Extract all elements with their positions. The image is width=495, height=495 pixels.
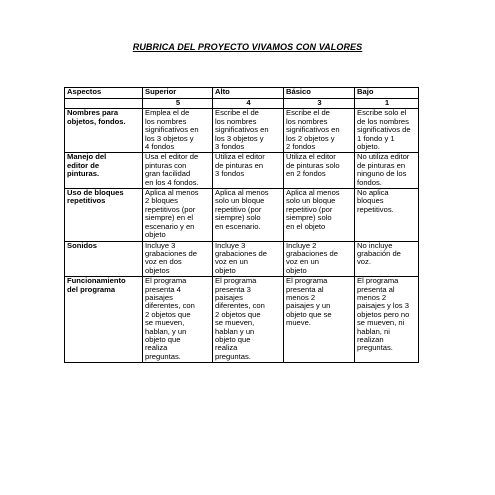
score-superior: 5: [143, 99, 213, 109]
table-cell: El programa presenta al menos 2 paisajes y los 3 objetos pero no se mueven, ni hablan, ni realizan preguntas.: [355, 277, 419, 363]
table-cell: El programa presenta al menos 2 paisajes y un objeto que se mueve.: [284, 277, 355, 363]
table-cell: Escribe el de los nombres significativos en los 3 objetos y 3 fondos: [213, 109, 284, 153]
table-cell: No utiliza editor de pinturas en ninguno de los fondos.: [355, 153, 419, 189]
table-row: [65, 277, 419, 363]
header-basico: Básico: [284, 88, 355, 99]
table-row: [65, 153, 419, 189]
aspect-label: Funcionamiento del programa: [65, 277, 143, 363]
header-bajo: Bajo: [355, 88, 419, 99]
table-cell: Incluye 2 grabaciones de voz en un objeto: [284, 241, 355, 277]
table-cell: No incluye grabación de voz.: [355, 241, 419, 277]
table-row: [65, 109, 419, 153]
document-title: RUBRICA DEL PROYECTO VIVAMOS CON VALORES: [132, 42, 363, 52]
table-cell: El programa presenta 3 paisajes diferentes, con 2 objetos que se mueven, hablan y un objeto que realiza preguntas.: [213, 277, 284, 363]
table-cell: No aplica bloques repetitivos.: [355, 189, 419, 241]
header-superior: Superior: [143, 88, 213, 99]
table-cell: Escribe solo el de los nombres significativos de 1 fondo y 1 objeto.: [355, 109, 419, 153]
table-cell: Aplica al menos 2 bloques repetitivos (por siempre) en el escenario y en objeto: [143, 189, 213, 241]
score-basico: 3: [284, 99, 355, 109]
header-aspectos: Aspectos: [65, 88, 143, 99]
table-row: [65, 241, 419, 277]
table-cell: Incluye 3 grabaciones de voz en un objeto: [213, 241, 284, 277]
table-cell: Aplica al menos solo un bloque repetitivo (por siempre) solo en el objeto: [284, 189, 355, 241]
header-alto: Alto: [213, 88, 284, 99]
aspect-label: Nombres para objetos, fondos.: [65, 109, 143, 153]
table-cell: Escribe el de los nombres significativos en los 2 objetos y 2 fondos: [284, 109, 355, 153]
table-cell: Incluye 3 grabaciones de voz en dos objetos: [143, 241, 213, 277]
aspect-label: Sonidos: [65, 241, 143, 277]
aspect-label: Manejo del editor de pinturas.: [65, 153, 143, 189]
table-cell: El programa presenta 4 paisajes diferentes, con 2 objetos que se mueven, hablan, y un objeto que realiza preguntas.: [143, 277, 213, 363]
table-cell: Utiliza el editor de pinturas solo en 2 fondos: [284, 153, 355, 189]
score-bajo: 1: [355, 99, 419, 109]
header-row: [65, 88, 419, 99]
table-cell: Aplica al menos solo un bloque repetitivo (por siempre) solo en escenario.: [213, 189, 284, 241]
aspect-label: Uso de bloques repetitivos: [65, 189, 143, 241]
score-alto: 4: [213, 99, 284, 109]
table-cell: Emplea el de los nombres significativos en los 3 objetos y 4 fondos: [143, 109, 213, 153]
score-row: [65, 99, 419, 109]
table-row: [65, 189, 419, 241]
rubric-table: [64, 87, 419, 363]
table-cell: Usa el editor de pinturas con gran facilidad en los 4 fondos.: [143, 153, 213, 189]
table-cell: Utiliza el editor de pinturas en 3 fondos: [213, 153, 284, 189]
score-empty: [65, 99, 143, 109]
